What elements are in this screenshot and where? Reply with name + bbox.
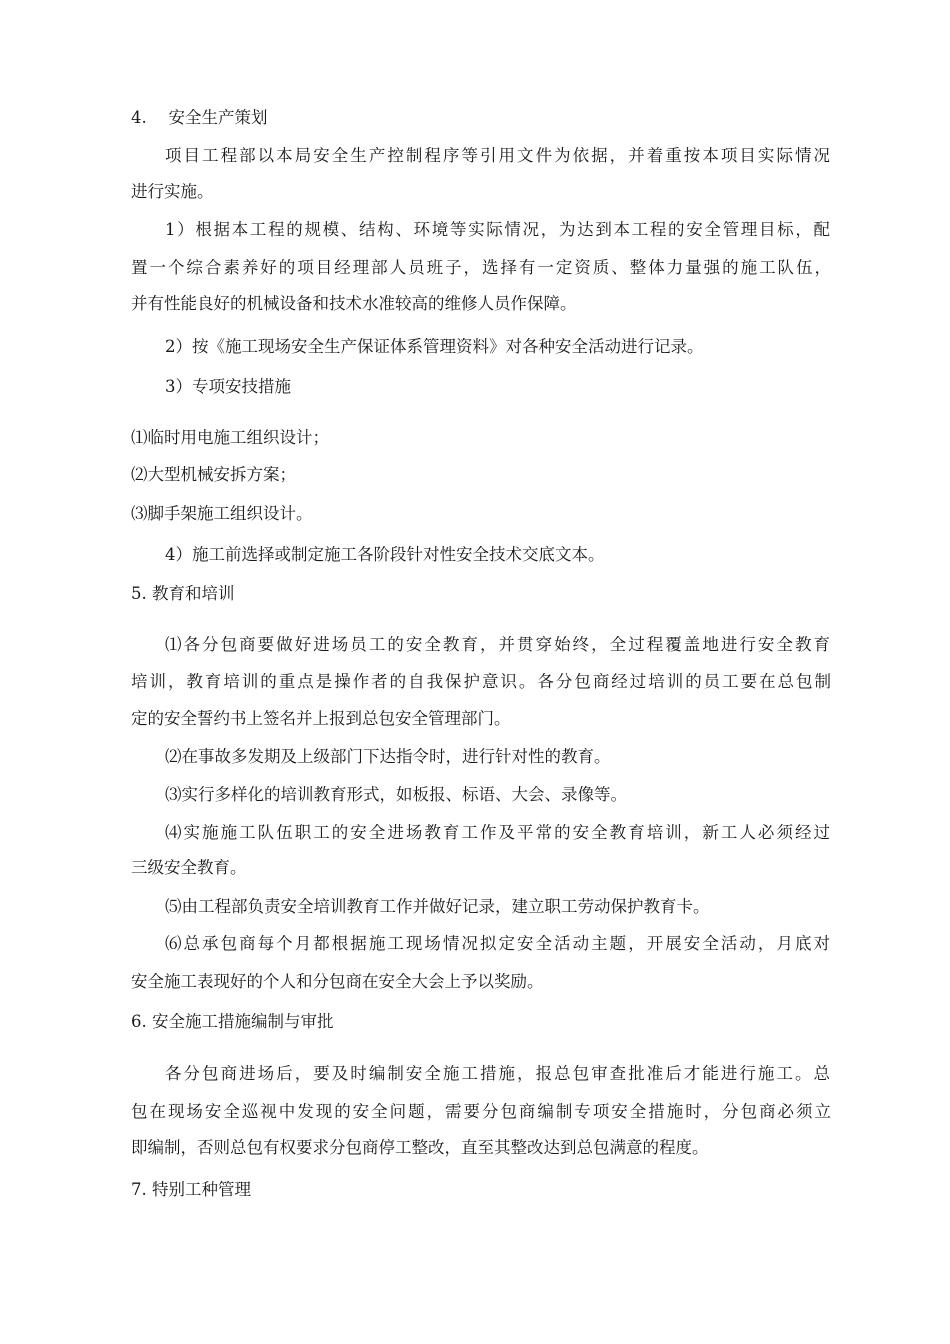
section-5-item-1-line-2: 培训，教育培训的重点是操作者的自我保护意识。各分包商经过培训的员工要在总包制 — [131, 672, 831, 691]
section-5-item-6-line-2: 安全施工表现好的个人和分包商在安全大会上予以奖励。 — [131, 972, 544, 991]
section-4-paragraph-4: 3）专项安技措施 — [165, 377, 291, 396]
section-4-list-item-3: ⑶脚手架施工组织设计。 — [131, 504, 313, 523]
section-5-item-5: ⑸由工程部负责安全培训教育工作并做好记录，建立职工劳动保护教育卡。 — [165, 897, 710, 916]
section-4-paragraph-2-line-1: 1）根据本工程的规模、结构、环境等实际情况，为达到本工程的安全管理目标，配 — [165, 220, 830, 239]
section-4-list-item-2: ⑵大型机械安拆方案； — [131, 465, 296, 484]
section-4-list-item-1: ⑴临时用电施工组织设计； — [131, 428, 329, 447]
section-4-paragraph-5: 4）施工前选择或制定施工各阶段针对性安全技术交底文本。 — [165, 545, 605, 564]
section-5-item-1-line-1: ⑴各分包商要做好进场员工的安全教育，并贯穿始终，全过程覆盖地进行安全教育 — [165, 635, 830, 654]
section-5-item-6-line-1: ⑹总承包商每个月都根据施工现场情况拟定安全活动主题，开展安全活动，月底对 — [165, 934, 830, 953]
section-4-paragraph-3: 2）按《施工现场安全生产保证体系管理资料》对各种安全活动进行记录。 — [165, 337, 704, 356]
section-5-heading: 5. 教育和培训 — [131, 584, 235, 603]
section-4-paragraph-1-line-2: 进行实施。 — [131, 182, 214, 201]
section-4-paragraph-2-line-3: 并有性能良好的机械设备和技术水准较高的维修人员作保障。 — [131, 294, 577, 313]
section-6-paragraph-line-3: 即编制，否则总包有权要求分包商停工整改，直至其整改达到总包满意的程度。 — [131, 1138, 709, 1157]
section-5-item-3: ⑶实行多样化的培训教育形式，如板报、标语、大会、录像等。 — [165, 785, 627, 804]
section-6-paragraph-line-2: 包在现场安全巡视中发现的安全问题，需要分包商编制专项安全措施时，分包商必须立 — [131, 1102, 831, 1121]
section-6-heading: 6. 安全施工措施编制与审批 — [131, 1012, 334, 1031]
section-4-heading: 4. 安全生产策划 — [131, 108, 268, 127]
section-5-item-4-line-1: ⑷实施施工队伍职工的安全进场教育工作及平常的安全教育培训，新工人必须经过 — [165, 823, 830, 842]
section-6-paragraph-line-1: 各分包商进场后，要及时编制安全施工措施，报总包审查批准后才能进行施工。总 — [165, 1064, 830, 1083]
section-4-paragraph-1-line-1: 项目工程部以本局安全生产控制程序等引用文件为依据，并着重按本项目实际情况 — [165, 146, 830, 165]
section-5-item-2: ⑵在事故多发期及上级部门下达指令时，进行针对性的教育。 — [165, 747, 611, 766]
section-5-item-4-line-2: 三级安全教育。 — [131, 858, 247, 877]
section-5-item-1-line-3: 定的安全誓约书上签名并上报到总包安全管理部门。 — [131, 709, 511, 728]
section-7-heading: 7. 特别工种管理 — [131, 1180, 251, 1199]
section-4-paragraph-2-line-2: 置一个综合素养好的项目经理部人员班子，选择有一定资质、整体力量强的施工队伍， — [131, 258, 831, 277]
